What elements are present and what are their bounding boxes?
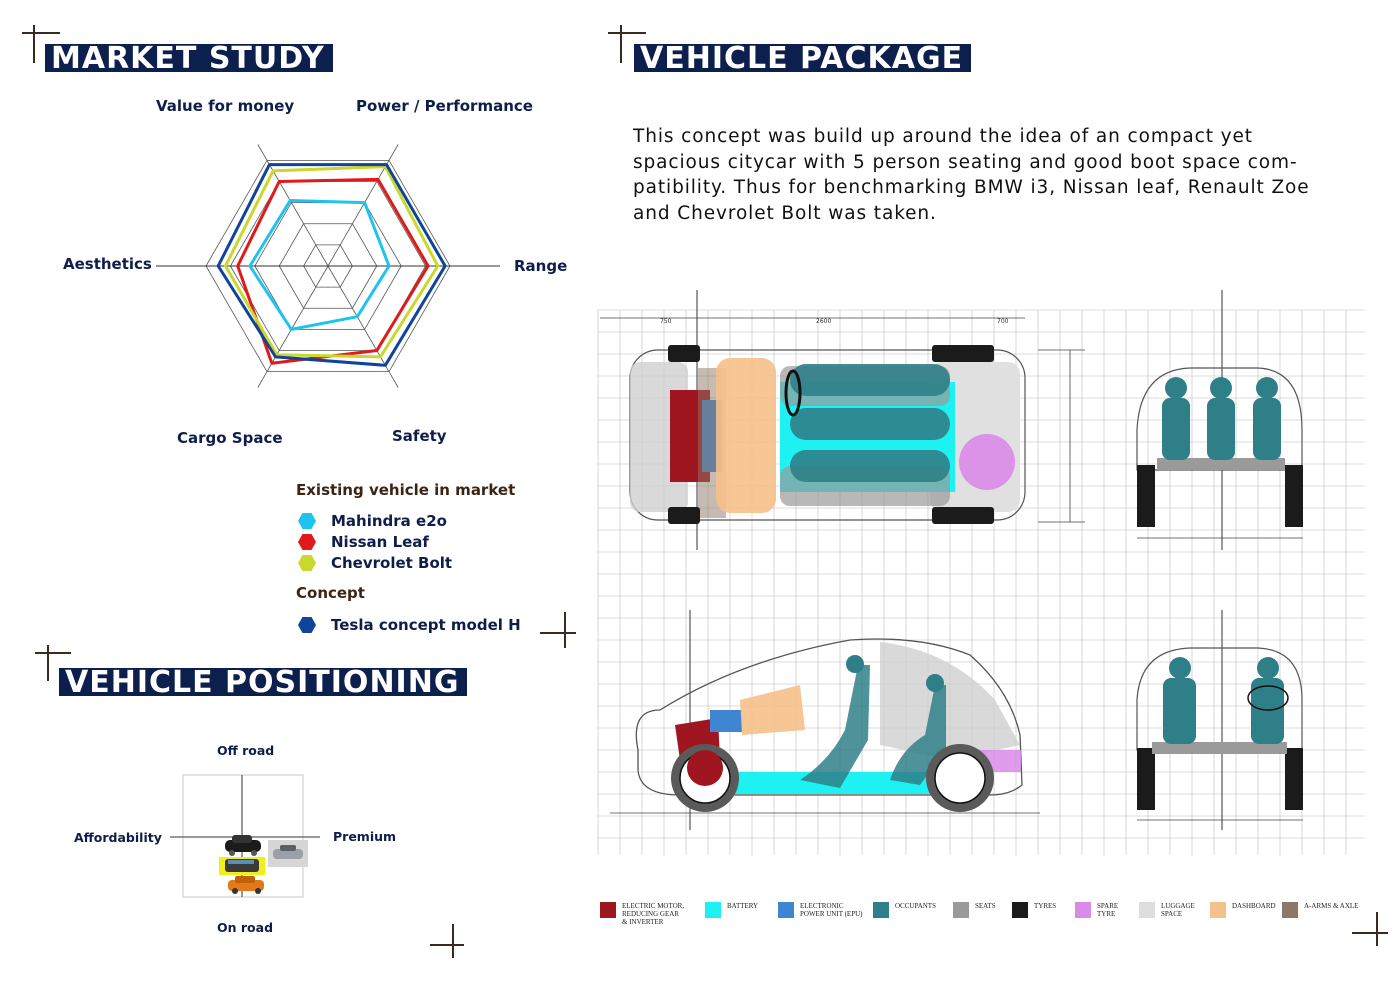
radar-axis-label-safety: Safety [392, 427, 447, 445]
key-item-epu: ELECTRONIC POWER UNIT (EPU) [778, 902, 864, 918]
description-line: spacious citycar with 5 person seating and good boot space com- [633, 151, 1298, 173]
key-swatch [1012, 902, 1028, 918]
key-item-occupants: OCCUPANTS [873, 902, 959, 918]
key-item-spare-tyre: SPARE TYRE [1075, 902, 1131, 918]
key-item-tyres: TYRES [1012, 902, 1098, 918]
vehicle-positioning-title: VEHICLE POSITIONING [59, 668, 467, 696]
dim-label: 700 [997, 318, 1009, 325]
radar-series-mahindra-e2o [250, 200, 389, 329]
key-item-arms-axle: A-ARMS & AXLE [1282, 902, 1368, 918]
radar-axis-label-aesthetics: Aesthetics [63, 255, 152, 273]
radar-spoke [258, 266, 328, 388]
dim-label: 2600 [816, 318, 832, 325]
radar-axis-label-value: Value for money [156, 97, 295, 115]
key-swatch [1075, 902, 1091, 918]
key-item-battery: BATTERY [705, 902, 791, 918]
radar-chart [0, 0, 590, 470]
key-swatch [778, 902, 794, 918]
positioning-label-left: Affordability [74, 830, 162, 845]
description-line: and Chevrolet Bolt was taken. [633, 202, 937, 224]
radar-spoke [328, 144, 398, 266]
key-swatch [1139, 902, 1155, 918]
positioning-label-top: Off road [217, 743, 275, 758]
legend-label-mahindra: Mahindra e2o [331, 512, 447, 530]
radar-axis-label-cargo: Cargo Space [177, 429, 283, 447]
description-line: This concept was build up around the idea of an compact yet [633, 126, 1253, 147]
positioning-map [170, 770, 320, 910]
radar-axis-label-power: Power / Performance [356, 97, 533, 115]
key-swatch [953, 902, 969, 918]
rear-view [1137, 610, 1303, 830]
rear-wheel [926, 744, 994, 812]
description-line: patibility. Thus for benchmarking BMW i3, Nissan leaf, Renault Zoe [633, 177, 1310, 198]
top-view [600, 290, 1085, 550]
legend-existing-title: Existing vehicle in market [296, 481, 516, 499]
key-swatch [600, 902, 616, 918]
radar-spoke [328, 266, 398, 388]
dim-label: 750 [660, 318, 672, 325]
legend-label-nissan: Nissan Leaf [331, 533, 429, 551]
positioning-label-bottom: On road [217, 920, 274, 935]
legend-label-chevrolet: Chevrolet Bolt [331, 554, 453, 572]
legend-concept-title: Concept [296, 584, 365, 602]
key-swatch [1210, 902, 1226, 918]
legend-swatch-nissan [298, 534, 316, 550]
key-item-seats: SEATS [953, 902, 1039, 918]
car-icon-yellow [219, 857, 265, 875]
key-swatch [873, 902, 889, 918]
legend-swatch-tesla [298, 617, 316, 633]
key-swatch [705, 902, 721, 918]
side-view [610, 610, 1040, 830]
key-item-luggage: LUGGAGE SPACE [1139, 902, 1201, 918]
vehicle-package-title: VEHICLE PACKAGE [634, 44, 971, 72]
key-item-dashboard: DASHBOARD [1210, 902, 1296, 918]
market-study-title: MARKET STUDY [45, 44, 333, 72]
concept-description [633, 124, 1353, 226]
key-item-motor: ELECTRIC MOTOR, REDUCING GEAR & INVERTER [600, 902, 686, 926]
front-wheel [671, 744, 739, 812]
legend-swatch-chevrolet [298, 555, 316, 571]
legend-swatch-mahindra [298, 513, 316, 529]
key-swatch [1282, 902, 1298, 918]
positioning-label-right: Premium [333, 829, 397, 844]
vehicle-package-drawing [590, 290, 1380, 865]
radar-axis-label-range: Range [514, 257, 568, 275]
legend-label-tesla: Tesla concept model H [331, 616, 521, 634]
car-icon-silver [268, 840, 308, 867]
